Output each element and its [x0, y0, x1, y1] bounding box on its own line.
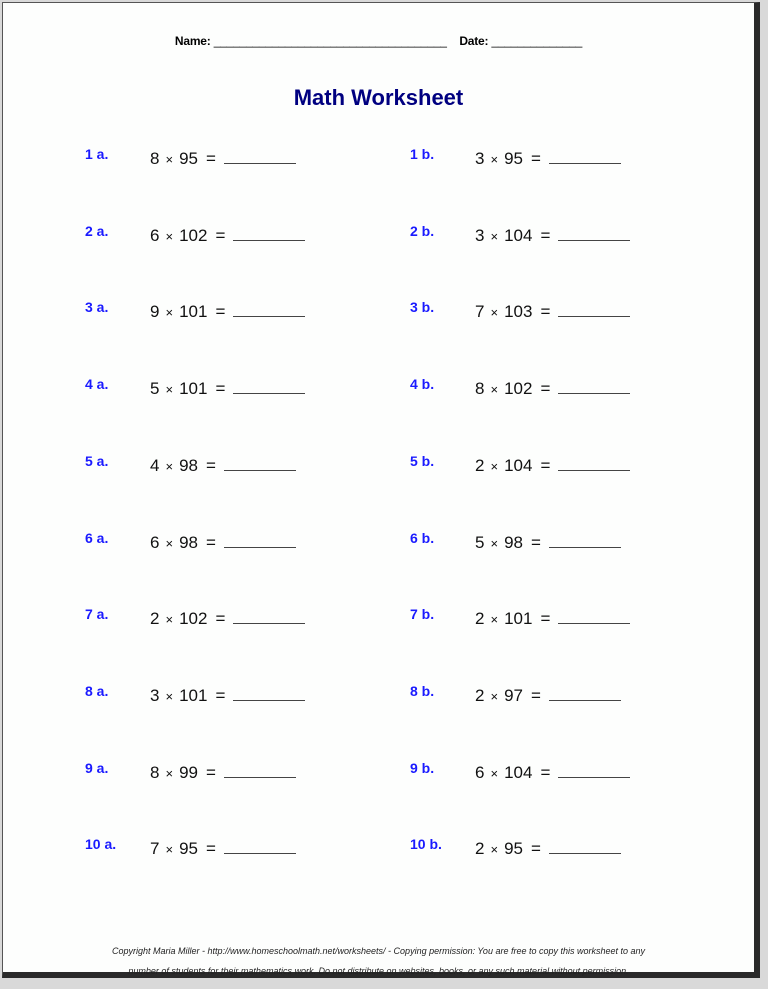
problem-label: 9 a. [85, 759, 109, 776]
operand-a: 6 [150, 225, 160, 245]
operand-a: 3 [475, 149, 485, 168]
operand-b: 101 [504, 609, 533, 629]
problem-expression [475, 300, 630, 322]
operand-b: 97 [504, 685, 523, 705]
page-title: Math Worksheet [293, 85, 464, 110]
problem-label: 4 b. [410, 376, 435, 393]
problem-label: 5 a. [85, 452, 109, 469]
problem-expression [150, 531, 296, 553]
problem-label: 10 a. [85, 836, 117, 853]
multiply-sign: × [165, 688, 174, 704]
problem-item [85, 453, 405, 477]
equals-sign: = [540, 302, 551, 322]
problem-label: 5 b. [410, 452, 435, 469]
problem-expression [475, 454, 630, 476]
operand-b: 98 [179, 532, 198, 552]
equals-sign: = [530, 149, 541, 168]
problem-item [85, 146, 405, 170]
answer-blank[interactable] [558, 224, 630, 241]
equals-sign: = [540, 225, 551, 245]
problem-label: 1 a. [85, 146, 109, 162]
problem-expression [150, 224, 305, 246]
equals-sign: = [215, 379, 226, 399]
operand-b: 98 [179, 455, 198, 475]
equals-sign: = [215, 609, 226, 629]
equals-sign: = [530, 532, 541, 552]
multiply-sign: × [165, 842, 174, 858]
problem-label: 8 a. [85, 682, 109, 699]
operand-a: 8 [475, 379, 485, 399]
problem-item [410, 530, 730, 554]
answer-blank[interactable] [558, 761, 630, 778]
date-blank: ______________ [491, 34, 583, 48]
problem-label: 7 b. [410, 606, 435, 623]
problem-label: 6 a. [85, 529, 109, 546]
operand-b: 104 [504, 225, 533, 245]
multiply-sign: × [490, 842, 499, 858]
operand-a: 2 [475, 609, 485, 629]
multiply-sign: × [165, 305, 174, 321]
operand-a: 8 [150, 149, 160, 168]
multiply-sign: × [165, 228, 174, 244]
operand-a: 7 [475, 302, 485, 322]
problem-label: 9 b. [410, 759, 435, 776]
operand-b: 101 [179, 302, 208, 322]
problem-expression [475, 837, 621, 859]
footer-line-2: number of students for their mathematics work. Do not distribute on websites, books, or any such material without permission. [128, 966, 629, 976]
equals-sign: = [205, 455, 216, 475]
answer-blank[interactable] [549, 684, 621, 701]
multiply-sign: × [165, 152, 174, 167]
problem-expression [150, 761, 296, 783]
multiply-sign: × [490, 612, 499, 628]
multiply-sign: × [490, 688, 499, 704]
answer-blank[interactable] [224, 454, 296, 471]
problem-item [410, 223, 730, 247]
answer-blank[interactable] [558, 454, 630, 471]
operand-b: 95 [179, 149, 198, 168]
operand-b: 102 [504, 379, 533, 399]
operand-b: 98 [504, 532, 523, 552]
operand-a: 6 [475, 762, 485, 782]
equals-sign: = [530, 839, 541, 859]
multiply-sign: × [165, 382, 174, 398]
date-label: Date: [459, 34, 489, 48]
problem-item [410, 299, 730, 323]
multiply-sign: × [490, 228, 499, 244]
answer-blank[interactable] [549, 531, 621, 548]
answer-blank[interactable] [233, 684, 305, 701]
name-date-line [3, 34, 754, 48]
answer-blank[interactable] [233, 607, 305, 624]
equals-sign: = [215, 225, 226, 245]
answer-blank[interactable] [233, 300, 305, 317]
problem-expression [150, 147, 296, 169]
equals-sign: = [205, 149, 216, 168]
problem-expression [475, 377, 630, 399]
answer-blank[interactable] [558, 300, 630, 317]
equals-sign: = [540, 609, 551, 629]
operand-a: 8 [150, 762, 160, 782]
multiply-sign: × [165, 458, 174, 474]
problem-item [85, 530, 405, 554]
problem-expression [150, 377, 305, 399]
multiply-sign: × [165, 535, 174, 551]
operand-b: 101 [179, 685, 208, 705]
multiply-sign: × [490, 535, 499, 551]
answer-blank[interactable] [224, 147, 296, 164]
problem-expression [475, 607, 630, 629]
answer-blank[interactable] [233, 377, 305, 394]
multiply-sign: × [490, 765, 499, 781]
answer-blank[interactable] [558, 607, 630, 624]
problem-expression [150, 837, 296, 859]
problem-label: 2 a. [85, 222, 109, 239]
operand-b: 102 [179, 225, 208, 245]
answer-blank[interactable] [549, 837, 621, 854]
problem-label: 10 b. [410, 836, 442, 853]
answer-blank[interactable] [549, 147, 621, 164]
problem-item [410, 376, 730, 400]
operand-a: 2 [475, 455, 485, 475]
operand-a: 4 [150, 455, 160, 475]
multiply-sign: × [490, 152, 499, 167]
equals-sign: = [215, 685, 226, 705]
operand-b: 104 [504, 762, 533, 782]
problem-label: 8 b. [410, 682, 435, 699]
answer-blank[interactable] [224, 837, 296, 854]
problem-item [85, 760, 405, 784]
operand-a: 2 [475, 839, 485, 859]
equals-sign: = [540, 762, 551, 782]
operand-a: 5 [475, 532, 485, 552]
problem-item [410, 760, 730, 784]
problem-item [85, 836, 405, 860]
name-blank: ____________________________________ [213, 34, 447, 48]
problem-item [410, 683, 730, 707]
problem-item [85, 606, 405, 630]
problem-expression [150, 607, 305, 629]
problem-item [410, 146, 730, 170]
operand-a: 3 [475, 225, 485, 245]
multiply-sign: × [165, 612, 174, 628]
equals-sign: = [205, 532, 216, 552]
operand-b: 95 [179, 839, 198, 859]
operand-b: 104 [504, 455, 533, 475]
operand-a: 5 [150, 379, 160, 399]
problem-expression [475, 761, 630, 783]
equals-sign: = [205, 762, 216, 782]
footer-line-1: Copyright Maria Miller - http://www.homeschoolmath.net/worksheets/ - Copying permission: You are free to copy this worksheet to any [111, 946, 646, 956]
problem-expression [475, 224, 630, 246]
problem-item [85, 223, 405, 247]
operand-b: 95 [504, 149, 523, 168]
operand-a: 6 [150, 532, 160, 552]
operand-b: 101 [179, 379, 208, 399]
multiply-sign: × [490, 382, 499, 398]
problem-item [85, 683, 405, 707]
problem-item [410, 453, 730, 477]
problem-label: 1 b. [410, 146, 435, 162]
problem-expression [475, 531, 621, 553]
equals-sign: = [215, 302, 226, 322]
operand-a: 2 [150, 609, 160, 629]
equals-sign: = [530, 685, 541, 705]
problem-label: 7 a. [85, 606, 109, 623]
problem-item [410, 606, 730, 630]
answer-blank[interactable] [558, 377, 630, 394]
name-label: Name: [174, 34, 211, 48]
operand-b: 103 [504, 302, 533, 322]
answer-blank[interactable] [233, 224, 305, 241]
copyright-footer [3, 941, 754, 981]
equals-sign: = [205, 839, 216, 859]
problem-label: 6 b. [410, 529, 435, 546]
multiply-sign: × [165, 765, 174, 781]
equals-sign: = [540, 379, 551, 399]
operand-a: 7 [150, 839, 160, 859]
problem-expression [475, 147, 621, 169]
multiply-sign: × [490, 305, 499, 321]
operand-b: 99 [179, 762, 198, 782]
problem-item [410, 836, 730, 860]
answer-blank[interactable] [224, 531, 296, 548]
problem-label: 4 a. [85, 376, 109, 393]
operand-a: 9 [150, 302, 160, 322]
answer-blank[interactable] [224, 761, 296, 778]
problem-expression [475, 684, 621, 706]
worksheet-page [2, 2, 760, 978]
problem-item [85, 299, 405, 323]
problem-label: 3 a. [85, 299, 109, 316]
operand-a: 3 [150, 685, 160, 705]
problem-label: 2 b. [410, 222, 435, 239]
problem-expression [150, 300, 305, 322]
operand-a: 2 [475, 685, 485, 705]
problem-label: 3 b. [410, 299, 435, 316]
operand-b: 95 [504, 839, 523, 859]
equals-sign: = [540, 455, 551, 475]
problem-expression [150, 454, 296, 476]
problem-expression [150, 684, 305, 706]
multiply-sign: × [490, 458, 499, 474]
problem-item [85, 376, 405, 400]
operand-b: 102 [179, 609, 208, 629]
